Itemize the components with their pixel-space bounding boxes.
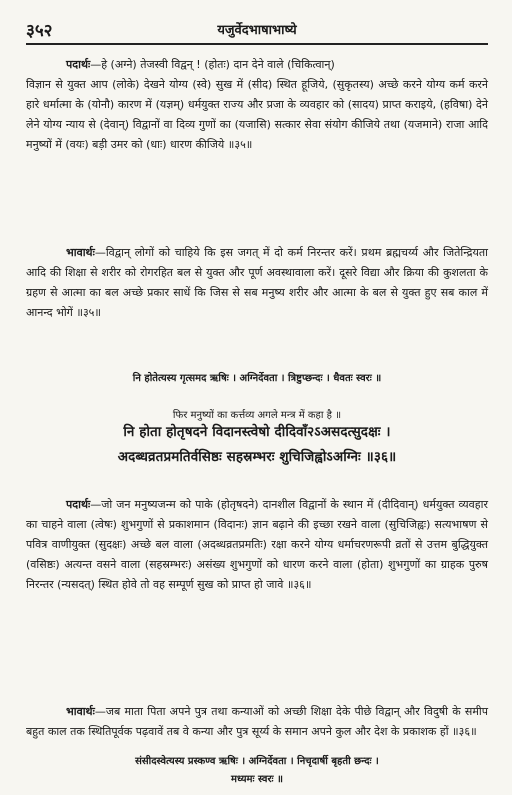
padartha-first-line (26, 55, 488, 75)
running-title: यजुर्वेदभाषाभाष्ये (217, 23, 297, 38)
page-number: ३५२ (26, 21, 53, 41)
padartha-label: पदार्थः (66, 58, 91, 71)
padartha-body: विज्ञान से युक्त आप (लोके) देखने योग्य (स्वे) सुख में (सीद) स्थित हूजिये, (सुकृतस्य) अच्छे करने योग्य कर्म करने हारे धर्मात्मा के (योनौ) कारण में (यज्ञम्) धर्मयुक्त राज्य और प्रजा के व्यवहार को (सादय) प्राप्त कराइये, (हविषा) देने लेने योग्य न्याय से (देवान्) विद्वानों वा दिव्य गुणों का (यजासि) सत्कार सेवा संयोग कीजिये तथा (यजमाने) राजा आदि मनुष्यों में (वयः) बड़ी उमर को (धाः) धारण कीजिये ॥३५॥ (26, 78, 488, 151)
page (26, 18, 488, 785)
header-rule (26, 43, 488, 45)
bhavartha-label: भावार्थः (66, 246, 95, 259)
padartha-line-1: —हे (अग्ने) तेजस्वी विद्वन् ! (होतः) दान देने वाले (चिकित्वान्) (90, 58, 335, 71)
mantra-36 (26, 420, 488, 470)
bhavartha-36-label: भावार्थः (66, 705, 95, 718)
padartha-36-paragraph (26, 495, 488, 595)
bhavartha-text: —विद्वान् लोगों को चाहिये कि इस जगत् में दो कर्म निरन्तर करें। प्रथम ब्रह्मचर्य्य और जितेन्द्रियता आदि की शिक्षा से शरीर को रोगरहित बल से युक्त और पूर्ण अवस्थावाला करें। दूसरे विद्या और क्रिया की कुशलता के ग्रहण से आत्मा का बल अच्छे प्रकार साधें कि जिस से सब मनुष्य शरीर और आत्मा के बल से युक्त हुए सब काल में आनन्द भोगें ॥३५॥ (26, 246, 488, 319)
bhavartha-36-text: —जब माता पिता अपने पुत्र तथा कन्याओं को अच्छी शिक्षा देके पीछे विद्वान् और विदुषी के समीप बहुत काल तक स्थितिपूर्वक पढ़वावें तब वे कन्या और पुत्र सूर्य्य के समान अपने कुल और देश के प्रकाशक हों ॥३६॥ (26, 705, 488, 738)
page-header (26, 18, 488, 44)
padartha-36-text: —जो जन मनुष्यजन्म को पाके (होतृषदने) दानशील विद्वानों के स्थान में (दीदिवान्) धर्मयुक्त व्यवहार का चाहने वाला (त्वेषः) शुभगुणों से प्रकाशमान (विदानः) ज्ञान बढ़ाने की इच्छा रखने वाला (सुचिजिह्वः) सत्यभाषण से पवित्र वाणीयुक्त (सुदक्षः) अच्छे बल वाला (अदब्धव्रतप्रमतिः) रक्षा करने योग्य धर्माचरणरूपी व्रतों से उत्तम बुद्धियुक्त (वसिष्ठः) अत्यन्त वसने वाला (सहस्रम्भरः) असंख्य शुभगुणों को धारण करने वाला (होता) शुभगुणों का ग्राहक पुरुष निरन्तर (न्यसदत्) स्थित होवे तो वह सम्पूर्ण सुख को प्राप्त हो जावे ॥३६॥ (26, 498, 488, 591)
padartha-section-35 (26, 55, 488, 155)
rishi-devata-line-36: नि होतेत्यस्य गृत्समद ऋषिः । अग्निर्देवता । त्रिष्टुप्छन्दः । धैवतः स्वरः ॥ (132, 373, 382, 384)
bhavartha-section-36 (26, 702, 488, 742)
rishi-devata-37-line-1: संसीदस्वेत्यस्य प्रस्कण्व ऋषिः । अग्निर्देवता । निचृदार्षी बृहती छन्दः । (135, 756, 379, 767)
mantra-line-2: अदब्धव्रतप्रमतिर्वसिष्ठः सहस्रम्भरः शुचिजिह्वोऽअग्निः ॥३६॥ (117, 449, 397, 465)
rishi-devata-line-37 (26, 753, 488, 789)
rishi-devata-37-line-2: मध्यमः स्वरः ॥ (230, 774, 284, 785)
bhavartha-36-paragraph (26, 702, 488, 742)
padartha-section-36 (26, 495, 488, 595)
bhavartha-section-35 (26, 243, 488, 323)
mantra-intro: फिर मनुष्यों का कर्त्तव्य अगले मन्त्र में कहा है ॥ (172, 410, 342, 421)
bhavartha-paragraph (26, 243, 488, 323)
padartha-36-label: पदार्थः (66, 498, 91, 511)
mantra-line-1: नि होता होतृषदने विदानस्त्वेषो दीदिवाँ२ऽअसदत्सुदक्षः । (123, 424, 391, 440)
